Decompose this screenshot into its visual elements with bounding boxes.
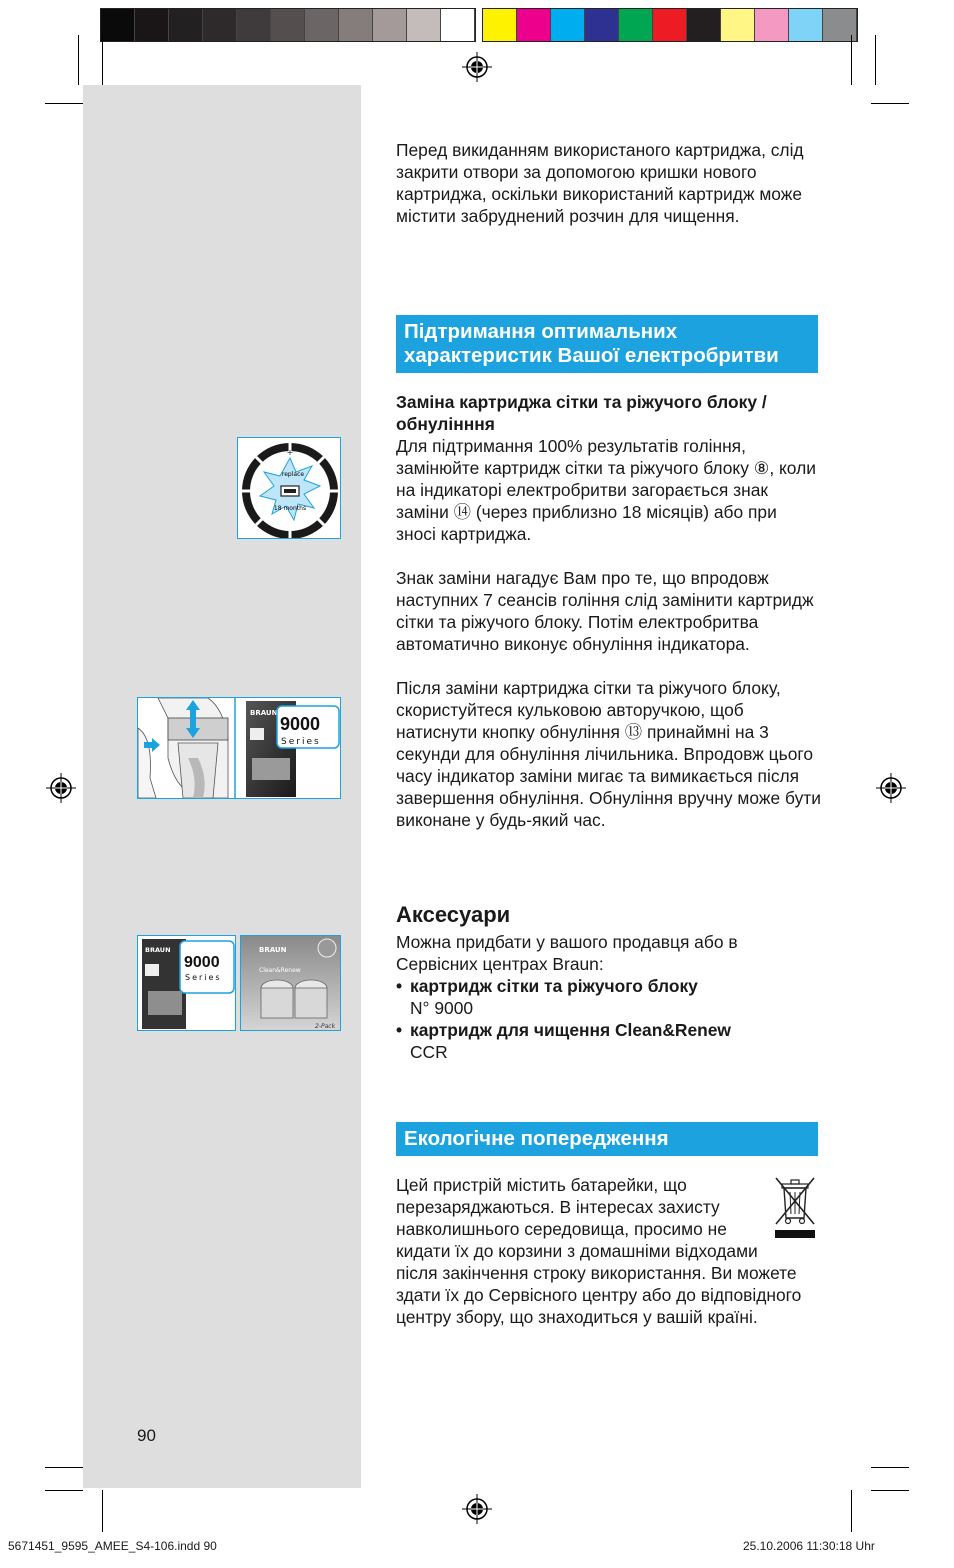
pack-number-label: 9000 (280, 714, 321, 734)
color-swatch (755, 9, 789, 41)
accessories-content (396, 931, 821, 1063)
cartridge-reset-figure (137, 697, 341, 799)
crop-mark (851, 35, 852, 85)
accessory-pack-number: 9000 (184, 954, 220, 971)
color-swatch (203, 9, 237, 41)
accessory-item-name: картридж сітки та ріжучого блоку (410, 976, 698, 996)
color-swatch (101, 9, 135, 41)
color-swatch (551, 9, 585, 41)
crop-mark (851, 1490, 852, 1532)
intro-paragraph: Перед викиданням використаного картриджа, слід закрити отвори за допомогою кришки нового картриджа, оскільки використаний картридж може містити забруднений розчин для чищення. (396, 140, 804, 226)
registration-target-icon (462, 1494, 492, 1524)
indicator-months-label: 18 months (273, 505, 307, 512)
pack-brand-label: BRAUN (250, 709, 278, 717)
color-swatch (271, 9, 305, 41)
eco-content (396, 1174, 821, 1328)
accessory-item-code: N° 9000 (410, 998, 474, 1018)
color-swatch (373, 9, 407, 41)
crop-mark (875, 35, 876, 85)
color-calibration-bar-grays (100, 8, 476, 42)
indicator-replace-label: replace (281, 471, 305, 478)
page-number: 90 (137, 1426, 156, 1445)
file-slug: 5671451_9595_AMEE_S4-106.indd 90 (8, 1539, 217, 1553)
color-swatch (721, 9, 755, 41)
crop-mark (871, 1467, 909, 1468)
registration-target-icon (462, 52, 492, 82)
color-swatch (169, 9, 203, 41)
color-swatch (687, 9, 721, 41)
color-swatch (407, 9, 441, 41)
maintenance-paragraph-3: Після заміни картриджа сітки та ріжучого блоку, скористуйтеся кульковою авторучкою, щоб натиснути кнопку обнуління ⑬ принаймні на 3 секунди для обнуління лічильника. Впродовж цього часу індикатор заміни мигає та вимикається після завершення обнуління. Обнуління вручну може бути виконане у будь-який час. (396, 678, 821, 830)
accessories-intro: Можна придбати у вашого продавця або в Сервісних центрах Braun: (396, 932, 738, 974)
crop-mark (102, 1490, 103, 1532)
accessory-pack-series: Series (185, 973, 222, 982)
color-calibration-bar-colors (482, 8, 858, 42)
color-swatch (517, 9, 551, 41)
accessories-heading: Аксесуари (396, 902, 511, 927)
accessory-9000-pack-figure (137, 935, 236, 1031)
replace-indicator-figure (237, 437, 341, 539)
accessory-pack-brand: BRAUN (145, 946, 171, 954)
crop-mark (871, 103, 909, 104)
crop-mark (45, 1490, 83, 1491)
indicator-plus-label: + (286, 448, 294, 457)
crop-mark (871, 1490, 909, 1491)
accessory-item-name: картридж для чищення Clean&Renew (410, 1020, 731, 1040)
registration-target-icon (876, 773, 906, 803)
maintenance-subtitle: Заміна картриджа сітки та ріжучого блоку / обнулінння (396, 392, 767, 434)
accessory-item-code: CCR (410, 1042, 448, 1062)
ccr-badge-label: 2-Pack (315, 1023, 336, 1030)
registration-target-icon (46, 773, 76, 803)
color-swatch (585, 9, 619, 41)
crop-mark (78, 35, 79, 85)
eco-paragraph: Цей пристрій містить батарейки, що перезаряджаються. В інтересах захисту навколишнього середовища, просимо не кидати їх до корзини з домашніми відходами після закінчення строку використання. Ви можете здати їх до Сервісного центру або до відповідного центру збору, що знаходиться у вашій країні. (396, 1175, 802, 1327)
ccr-brand-label: BRAUN (259, 946, 287, 954)
crossed-bin-icon (772, 1174, 818, 1240)
color-swatch (339, 9, 373, 41)
color-swatch (789, 9, 823, 41)
color-swatch (237, 9, 271, 41)
intro-paragraph-block (396, 139, 821, 227)
color-swatch (619, 9, 653, 41)
pack-series-label: Series (281, 737, 321, 747)
accessory-ccr-pack-figure (240, 935, 341, 1031)
crop-mark (102, 35, 103, 85)
crop-mark (45, 103, 83, 104)
ccr-product-label: Clean&Renew (259, 967, 301, 974)
maintenance-paragraph-1: Для підтримання 100% результатів гоління, замінюйте картридж сітки та ріжучого блоку ⑧, коли на індикаторі електробритви загорається знак заміни ⑭ (через приблизно 18 місяців) або при зносі картриджа. (396, 436, 816, 544)
color-swatch (441, 9, 475, 41)
accessory-list-item: • картридж для чищення Clean&Renew CCR (396, 1020, 731, 1062)
section-heading-maintenance: Підтримання оптимальних характеристик Вашої електробритви (396, 315, 818, 373)
maintenance-content (396, 391, 821, 831)
section-heading-eco: Екологічне попередження (396, 1122, 818, 1156)
color-swatch (305, 9, 339, 41)
print-timestamp: 25.10.2006 11:30:18 Uhr (743, 1539, 875, 1553)
maintenance-paragraph-2: Знак заміни нагадує Вам про те, що впродовж наступних 7 сеансів гоління слід замінити картридж сітки та ріжучого блоку. Потім електробритва автоматично виконує обнуління індикатора. (396, 568, 814, 654)
crop-mark (45, 1467, 83, 1468)
accessory-list-item: • картридж сітки та ріжучого блоку N° 9000 (396, 976, 698, 1018)
color-swatch (483, 9, 517, 41)
color-swatch (135, 9, 169, 41)
color-swatch (653, 9, 687, 41)
